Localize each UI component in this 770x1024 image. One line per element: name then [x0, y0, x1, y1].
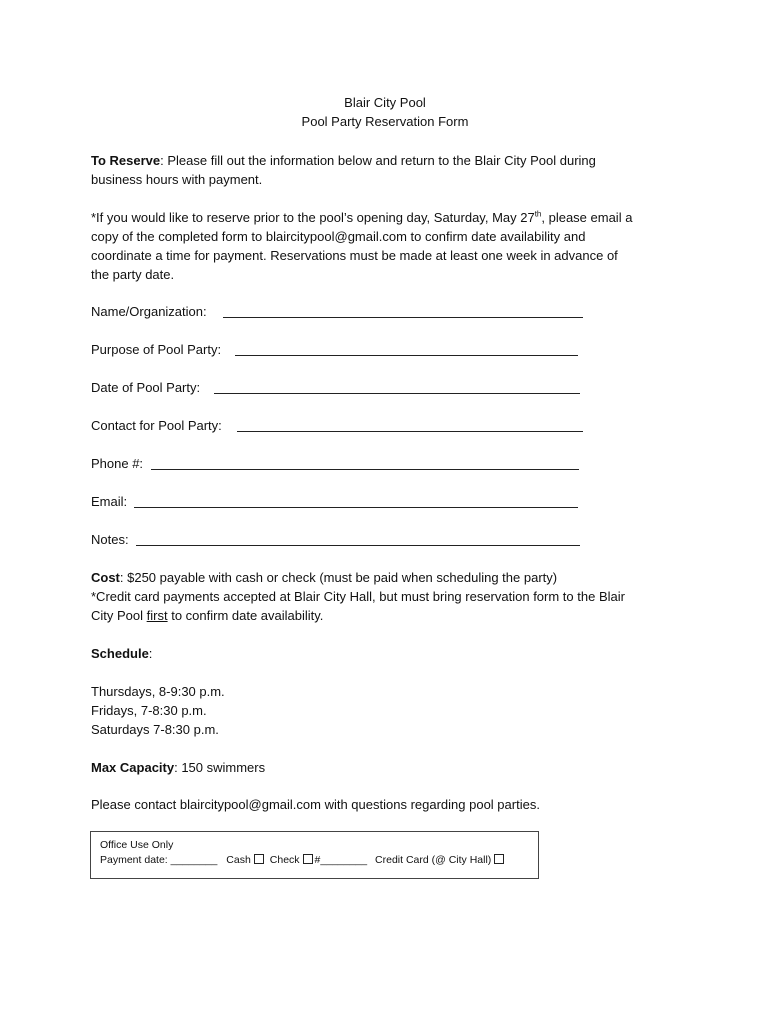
payment-date-label: Payment date: ________: [100, 854, 218, 866]
contact-field[interactable]: [91, 416, 586, 435]
credit-text-2a: City Pool: [91, 608, 147, 623]
cash-checkbox-icon[interactable]: [254, 854, 264, 864]
email-line[interactable]: [134, 507, 578, 508]
date-line[interactable]: [214, 393, 580, 394]
form-subtitle: Pool Party Reservation Form: [301, 114, 469, 129]
schedule-item-thursdays: Thursdays, 8-9:30 p.m.: [91, 684, 225, 699]
schedule-heading: [91, 644, 691, 663]
credit-first-word: first: [146, 608, 168, 623]
notice-text-1b: , please email a: [541, 210, 633, 225]
credit-line-1: *Credit card payments accepted at Blair City Hall, but must bring reservation form to the Blair: [91, 589, 625, 604]
credit-card-label: Credit Card (@ City Hall): [375, 854, 492, 866]
contact-note: Please contact blaircitypool@gmail.com with questions regarding pool parties.: [91, 797, 540, 812]
notice-line-3: coordinate a time for payment. Reservations must be made at least one week in advance of: [91, 248, 618, 263]
date-label: Date of Pool Party:: [91, 380, 201, 395]
name-organization-label: Name/Organization:: [91, 304, 207, 319]
purpose-field[interactable]: [91, 340, 586, 359]
intro-label: To Reserve: [91, 153, 161, 168]
office-use-row: [100, 854, 510, 866]
contact-label: Contact for Pool Party:: [91, 418, 222, 433]
office-use-title: Office Use Only: [100, 839, 174, 851]
notes-field[interactable]: [91, 530, 586, 549]
email-label: Email:: [91, 494, 128, 509]
phone-line[interactable]: [151, 469, 579, 470]
form-title: Blair City Pool: [344, 95, 426, 110]
purpose-label: Purpose of Pool Party:: [91, 342, 222, 357]
purpose-line[interactable]: [235, 355, 578, 356]
schedule-item-saturdays: Saturdays 7-8:30 p.m.: [91, 722, 219, 737]
cost-line: [91, 568, 691, 587]
schedule-colon: :: [148, 646, 153, 661]
phone-field[interactable]: [91, 454, 586, 473]
contact-line[interactable]: [237, 431, 583, 432]
check-checkbox-icon[interactable]: [303, 854, 313, 864]
credit-line-2: [91, 606, 691, 625]
intro-line-2: business hours with payment.: [91, 172, 263, 187]
capacity-label: Max Capacity: [91, 760, 175, 775]
name-organization-line[interactable]: [223, 317, 583, 318]
capacity-text: : 150 swimmers: [174, 760, 266, 775]
capacity-line: [91, 758, 691, 777]
notes-label: Notes:: [91, 532, 129, 547]
date-field[interactable]: [91, 378, 586, 397]
cost-text: : $250 payable with cash or check (must be paid when scheduling the party): [119, 570, 558, 585]
check-number-label: #________: [314, 854, 368, 866]
intro-line-1: [91, 151, 691, 170]
check-label: Check: [269, 854, 300, 866]
schedule-label: Schedule: [91, 646, 149, 661]
cash-label: Cash: [226, 854, 251, 866]
notice-superscript: th: [534, 209, 542, 219]
office-use-box: [90, 831, 539, 879]
phone-label: Phone #:: [91, 456, 144, 471]
intro-text-1: : Please fill out the information below and return to the Blair City Pool during: [160, 153, 596, 168]
credit-text-2b: to confirm date availability.: [167, 608, 324, 623]
notice-text-1a: *If you would like to reserve prior to the pool’s opening day, Saturday, May 27: [91, 210, 535, 225]
notice-line-2: copy of the completed form to blaircitypool@gmail.com to confirm date availability and: [91, 229, 586, 244]
notice-line-1: [91, 208, 691, 227]
schedule-item-fridays: Fridays, 7-8:30 p.m.: [91, 703, 207, 718]
credit-card-checkbox-icon[interactable]: [494, 854, 504, 864]
email-field[interactable]: [91, 492, 586, 511]
notice-line-4: the party date.: [91, 267, 175, 282]
name-organization-field[interactable]: [91, 302, 586, 321]
notes-line[interactable]: [136, 545, 580, 546]
cost-label: Cost: [91, 570, 120, 585]
